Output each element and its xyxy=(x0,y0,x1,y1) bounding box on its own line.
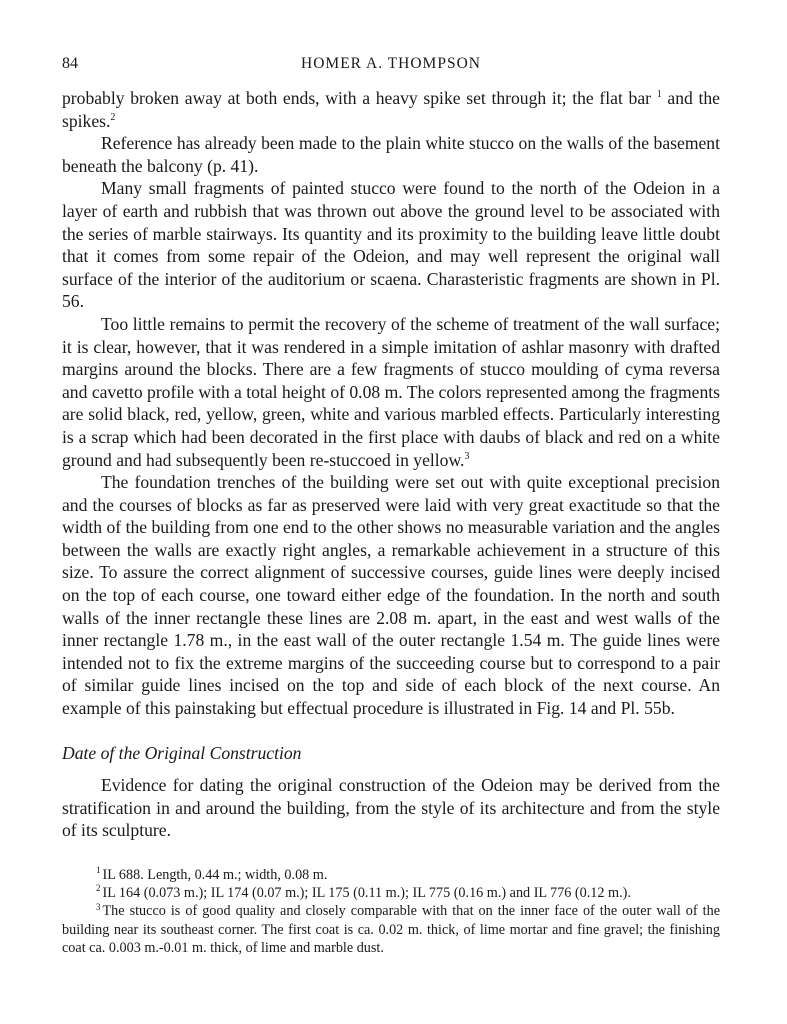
body-text xyxy=(62,87,720,842)
paragraph-wall-treatment: Too little remains to permit the recovery of the scheme of treatment of the wall surface; it is clear, however, that it was rendered in a simple imitation of ashlar masonry with drafted margins around the blocks. There are a few fragments of stucco moulding of cyma reversa and cavetto profile with a total height of 0.08 m. The colors represented among the fragments are solid black, red, yellow, green, white and various marbled effects. Particularly interesting is a scrap which had been decorated in the first place with daubs of black and red on a white ground and had subsequently been re-stuccoed in yellow.$^3$ xyxy=(62,313,720,470)
paragraph-dating-evidence: Evidence for dating the original construction of the Odeion may be derived from the stratification in and around the building, from the style of its architecture and from the style of its sculpture. xyxy=(62,775,720,841)
footnote-ref-3[interactable]: 3 xyxy=(464,450,470,462)
footnotes xyxy=(62,866,720,957)
footnote-ref-2[interactable]: 2 xyxy=(110,111,116,123)
footnote-3: $^3$ The stucco is of good quality and closely comparable with that on the inner face of the outer wall of the building near its southeast corner. The first coat is ca. 0.02 m. thick, of lime mortar and fine gravel; the finishing coat ca. 0.003 m.-0.01 m. thick, of lime and marble dust. xyxy=(62,901,720,956)
paragraph-painted-stucco: Many small fragments of painted stucco were found to the north of the Odeion in a layer of earth and rubbish that was thrown out above the ground level to be associated with the series of marble stairways. Its quantity and its proximity to the building leave little doubt that it comes from some repair of the Odeion, and may well represent the original wall surface of the interior of the auditorium or scaena. Charasteristic fragments are shown in Pl. 56. xyxy=(62,178,720,312)
page-number: 84 xyxy=(62,55,78,72)
paragraph-stucco-basement: Reference has already been made to the plain white stucco on the walls of the basement beneath the balcony (p. 41). xyxy=(62,133,720,176)
page-header xyxy=(62,55,720,79)
running-title: HOMER A. THOMPSON xyxy=(301,55,481,72)
footnote-ref-1[interactable]: 1 xyxy=(656,89,662,101)
paragraph-foundation-trenches: The foundation trenches of the building were set out with quite exceptional precision and the courses of blocks as far as preserved were laid with very great exactitude so that the width of the building from one end to the other shows no measurable variation and the angles between the walls are exactly right angles, a remarkable achievement in a structure of this size. To assure the correct alignment of successive courses, guide lines were deeply incised on the top of each course, one toward either edge of the foundation. In the north and south walls of the inner rectangle these lines are 2.08 m. apart, in the east and west walls of the inner rectangle 1.78 m., in the east wall of the outer rectangle 1.54 m. The guide lines were intended not to fix the extreme margins of the succeeding course but to correspond to a pair of similar guide lines incised on the top and side of each block of the next course. An example of this painstaking but effectual procedure is illustrated in Fig. 14 and Pl. 55b. xyxy=(62,472,720,719)
footnote-1: $^1$ IL 688. Length, 0.44 m.; width, 0.08 m. xyxy=(96,865,328,883)
section-heading: Date of the Original Construction xyxy=(62,742,302,763)
paragraph-continued: probably broken away at both ends, with a heavy spike set through it; the flat bar $^1$ and the spikes.$^2$ xyxy=(62,88,720,131)
footnote-2: $^2$ IL 164 (0.073 m.); IL 174 (0.07 m.); IL 175 (0.11 m.); IL 775 (0.16 m.) and IL 776 (0.12 m.). xyxy=(96,883,631,902)
